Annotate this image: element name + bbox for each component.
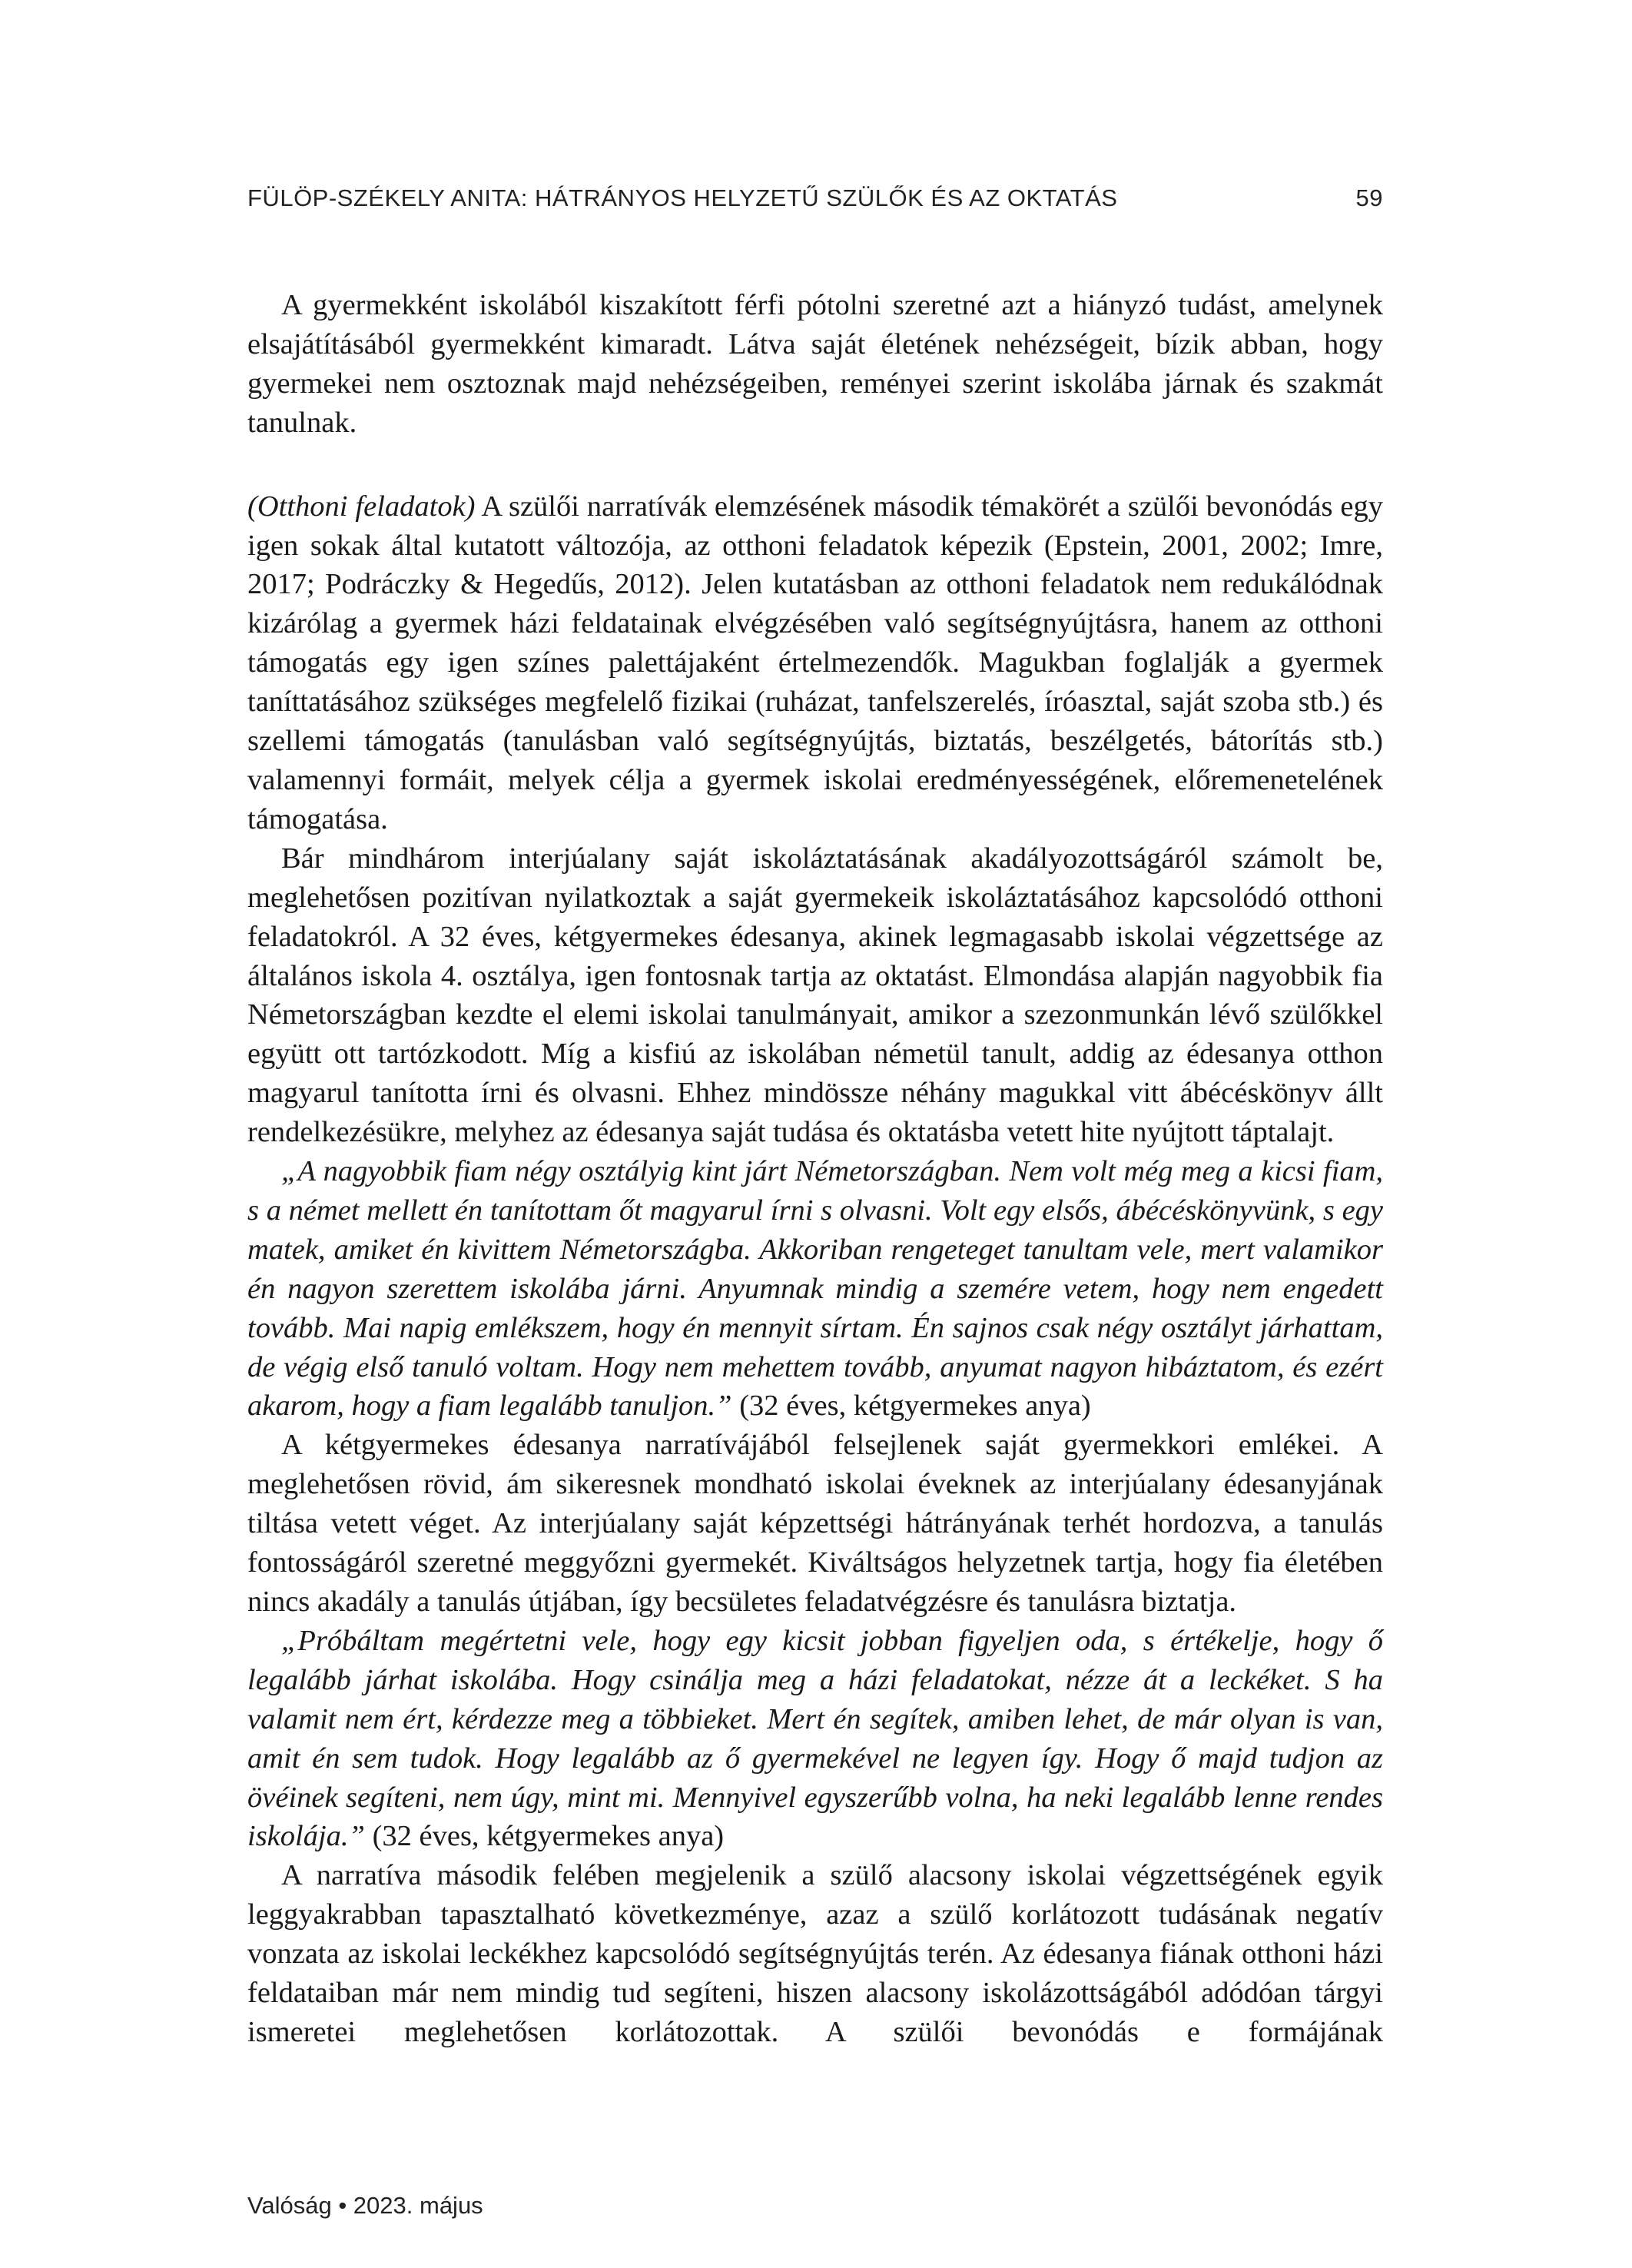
paragraph-2	[247, 487, 1383, 839]
interview-quote-2	[247, 1622, 1383, 1856]
quote-1-source: (32 éves, kétgyermekes anya)	[731, 1390, 1091, 1423]
paragraph-4: A kétgyermekes édesanya narratívájából felsejlenek saját gyermekkori emlékei. A meglehetősen rövid, ám sikeresnek mondható iskolai éveknek az interjúalany édesanyjának tiltása vetett véget. Az interjúalany saját képzettségi hátrányának terhét hordozva, a tanulás fontosságáról szeretné meggyőzni gyermekét. Kiváltságos helyzetnek tartja, hogy fia életében nincs akadály a tanulás útjában, így becsületes feladatvégzésre és tanulásra biztatja.	[247, 1429, 1383, 1618]
quote-2-text: „Próbáltam megértetni vele, hogy egy kicsit jobban figyeljen oda, s értékelje, hogy ő legalább járhat iskolába. Hogy csinálja meg a házi feladatokat, nézze át a leckéket. S ha valamit nem ért, kérdezze meg a többieket. Mert én segítek, amiben lehet, de már olyan is van, amit én sem tudok. Hogy legalább az ő gyermekével ne legyen így. Hogy ő majd tudjon az övéinek segíteni, nem úgy, mint mi. Mennyivel egyszerűbb volna, ha neki legalább lenne rendes iskolája.”	[247, 1624, 1383, 1853]
running-head	[247, 184, 1383, 212]
paragraph-2-text: A szülői narratívák elemzésének második témakörét a szülői bevonódás egy igen sokak által kutatott változója, az otthoni feladatok képezik (Epstein, 2001, 2002; Imre, 2017; Podráczky & Hegedűs, 2012). Jelen kutatásban az otthoni feladatok nem redukálódnak kizárólag a gyermek házi feldatainak elvégzésében való segítségnyújtásra, hanem az otthoni támogatás egy igen színes palettájaként értelmezendők. Magukban foglalják a gyermek taníttatásához szükséges megfelelő fizikai (ruházat, tanfelszerelés, íróasztal, saját szoba stb.) és szellemi támogatás (tanulásban való segítségnyújtás, biztatás, beszélgetés, bátorítás stb.) valamennyi formáit, melyek célja a gyermek iskolai eredményességének, előremenetelének támogatása.	[247, 490, 1383, 835]
paragraph-3: Bár mindhárom interjúalany saját iskoláztatásának akadályozottságáról számolt be, meglehetősen pozitívan nyilatkoztak a saját gyermekeik iskoláztatásához kapcsolódó otthoni feladatokról. A 32 éves, kétgyermekes édesanya, akinek legmagasabb iskolai végzettsége az általános iskola 4. osztálya, igen fontosnak tartja az oktatást. Elmondása alapján nagyobbik fia Németországban kezdte el elemi iskolai tanulmányait, amikor a szezonmunkán lévő szülőkkel együtt ott tartózkodott. Míg a kisfiú az iskolában németül tanult, addig az édesanya otthon magyarul tanította írni és olvasni. Ehhez mindössze néhány magukkal vitt ábécéskönyv állt rendelkezésükre, melyhez az édesanya saját tudása és oktatásba vetett hite nyújtott táptalajt.	[247, 842, 1383, 1149]
paragraph-1: A gyermekként iskolából kiszakított férfi pótolni szeretné azt a hiányzó tudást, amelynek elsajátításából gyermekként kimaradt. Látva saját életének nehézségeit, bízik abban, hogy gyermekei nem osztoznak majd nehézségeiben, reményei szerint iskolába járnak és szakmát tanulnak.	[247, 289, 1383, 439]
interview-quote-1	[247, 1152, 1383, 1426]
running-head-title: FÜLÖP-SZÉKELY ANITA: HÁTRÁNYOS HELYZETŰ SZÜLŐK ÉS AZ OKTATÁS	[247, 184, 1118, 211]
quote-2-source: (32 éves, kétgyermekes anya)	[364, 1820, 725, 1853]
quote-1-text: „A nagyobbik fiam négy osztályig kint járt Németországban. Nem volt még meg a kicsi fiam, s a német mellett én tanítottam őt magyarul írni s olvasni. Volt egy elsős, ábécéskönyvünk, s egy matek, amiket én kivittem Németországba. Akkoriban rengeteget tanultam vele, mert valamikor én nagyon szerettem iskolába járni. Anyumnak mindig a szemére vetem, hogy nem engedett tovább. Mai napig emlékszem, hogy én mennyit sírtam. Én sajnos csak négy osztályt járhattam, de végig első tanuló voltam. Hogy nem mehettem tovább, anyumat nagyon hibáztatom, és ezért akarom, hogy a fiam legalább tanuljon.”	[247, 1155, 1383, 1423]
page-footer: Valóság • 2023. május	[247, 2192, 483, 2219]
paragraph-5: A narratíva második felében megjelenik a szülő alacsony iskolai végzettségének egyik leggyakrabban tapasztalható következménye, azaz a szülő korlátozott tudásának negatív vonzata az iskolai leckékhez kapcsolódó segítségnyújtás terén. Az édesanya fiának otthoni házi feldataiban már nem mindig tud segíteni, hiszen alacsony iskolázottságából adódóan tárgyi ismeretei meglehetősen korlátozottak. A szülői bevonódás e formájának	[247, 1859, 1383, 2048]
page-number: 59	[1355, 184, 1383, 211]
section-lead-otthoni-feladatok: (Otthoni feladatok)	[247, 490, 476, 523]
article-body	[247, 286, 1383, 2052]
